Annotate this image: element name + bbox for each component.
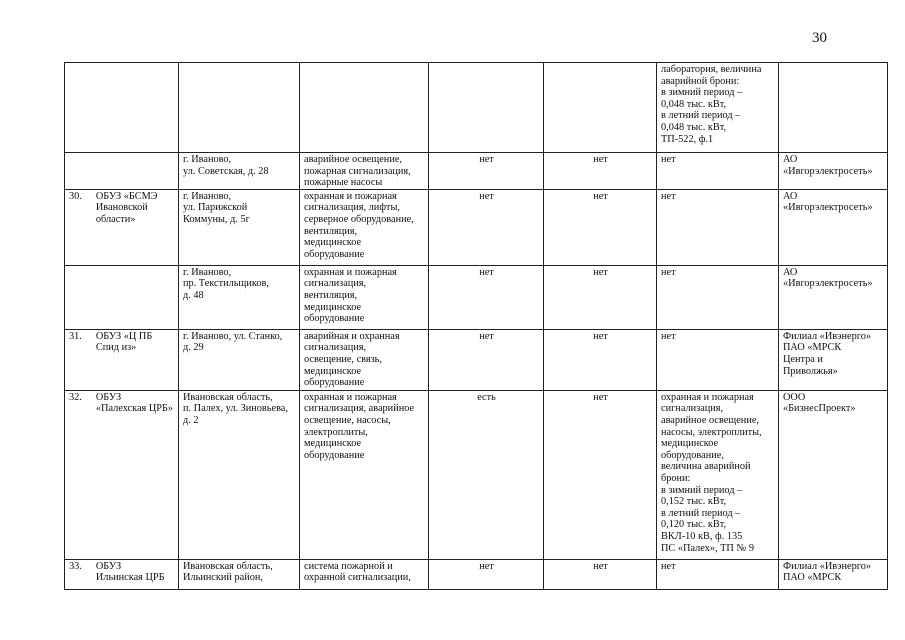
consumers-cell: аварийное освещение, пожарная сигнализация, пожарные насосы [300,153,429,190]
generator-cell: нет [429,329,544,390]
address-cell [179,63,300,153]
address-cell: г. Иваново, ул. Парижской Коммуны, д. 5г [179,189,300,265]
emergency-reserve-cell: лаборатория, величина аварийной брони: в зимний период – 0,048 тыс. кВт, в летний период – 0,048 тыс. кВт, ТП-522, ф.1 [657,63,779,153]
org-cell [65,559,179,589]
emergency-reserve-cell: нет [657,329,779,390]
row-number: 33. [69,560,82,572]
emergency-reserve-cell: нет [657,153,779,190]
emergency-reserve-cell: нет [657,559,779,589]
supplier-cell: АО «Ивгорэлектросеть» [779,265,888,329]
page-number: 30 [812,30,827,46]
consumers-cell [300,63,429,153]
generator-cell: нет [429,265,544,329]
row-number: 32. [69,391,82,403]
table-row [65,559,888,589]
generator-cell [429,63,544,153]
supplier-cell: АО «Ивгорэлектросеть» [779,153,888,190]
reserve-cell: нет [544,390,657,559]
table-row [65,189,888,265]
supplier-cell: Филиал «Ивэнерго» ПАО «МРСК Центра и Приволжья» [779,329,888,390]
supplier-cell: Филиал «Ивэнерго» ПАО «МРСК [779,559,888,589]
reserve-cell: нет [544,153,657,190]
reserve-cell: нет [544,329,657,390]
org-cell [65,265,179,329]
org-name: ОБУЗ Ильинская ЦРБ [95,560,165,584]
address-cell: г. Иваново, пр. Текстильщиков, д. 48 [179,265,300,329]
consumers-cell: охранная и пожарная сигнализация, лифты, серверное оборудование, вентиляция, медицинское оборудование [300,189,429,265]
reserve-cell: нет [544,265,657,329]
table-row [65,265,888,329]
supplier-cell: ООО «БизнесПроект» [779,390,888,559]
generator-cell: есть [429,390,544,559]
table-row [65,390,888,559]
emergency-reserve-cell: нет [657,265,779,329]
org-cell [65,390,179,559]
reserve-cell [544,63,657,153]
supplier-cell: АО «Ивгорэлектросеть» [779,189,888,265]
consumers-cell: охранная и пожарная сигнализация, вентиляция, медицинское оборудование [300,265,429,329]
generator-cell: нет [429,189,544,265]
org-name: ОБУЗ «Ц ПБ Спид из» [95,330,153,354]
address-cell: г. Иваново, ул. Станко, д. 29 [179,329,300,390]
address-cell: Ивановская область, Ильинский район, [179,559,300,589]
row-number: 31. [69,330,82,342]
supplier-cell [779,63,888,153]
org-name: ОБУЗ «Палехская ЦРБ» [95,391,174,415]
table-row [65,153,888,190]
row-number: 30. [69,190,82,202]
emergency-reserve-cell: охранная и пожарная сигнализация, аварийное освещение, насосы, электроплиты, медицинское оборудование, величина аварийной брони: в зимний период – 0,152 тыс. кВт, в летний период – 0,120 тыс. кВт, ВКЛ-10 кВ, ф. 135 ПС «Палех», ТП № 9 [657,390,779,559]
org-cell [65,63,179,153]
consumers-cell: охранная и пожарная сигнализация, аварийное освещение, насосы, электроплиты, медицинское оборудование [300,390,429,559]
power-consumers-table [64,62,888,590]
org-cell [65,189,179,265]
address-cell: Ивановская область, п. Палех, ул. Зиновьева, д. 2 [179,390,300,559]
consumers-cell: система пожарной и охранной сигнализации, [300,559,429,589]
table-row [65,63,888,153]
address-cell: г. Иваново, ул. Советская, д. 28 [179,153,300,190]
table-row [65,329,888,390]
generator-cell: нет [429,559,544,589]
consumers-cell: аварийная и охранная сигнализация, освещение, связь, медицинское оборудование [300,329,429,390]
org-cell [65,329,179,390]
org-cell [65,153,179,190]
org-name: ОБУЗ «БСМЭ Ивановской области» [95,190,158,225]
reserve-cell: нет [544,559,657,589]
reserve-cell: нет [544,189,657,265]
generator-cell: нет [429,153,544,190]
emergency-reserve-cell: нет [657,189,779,265]
